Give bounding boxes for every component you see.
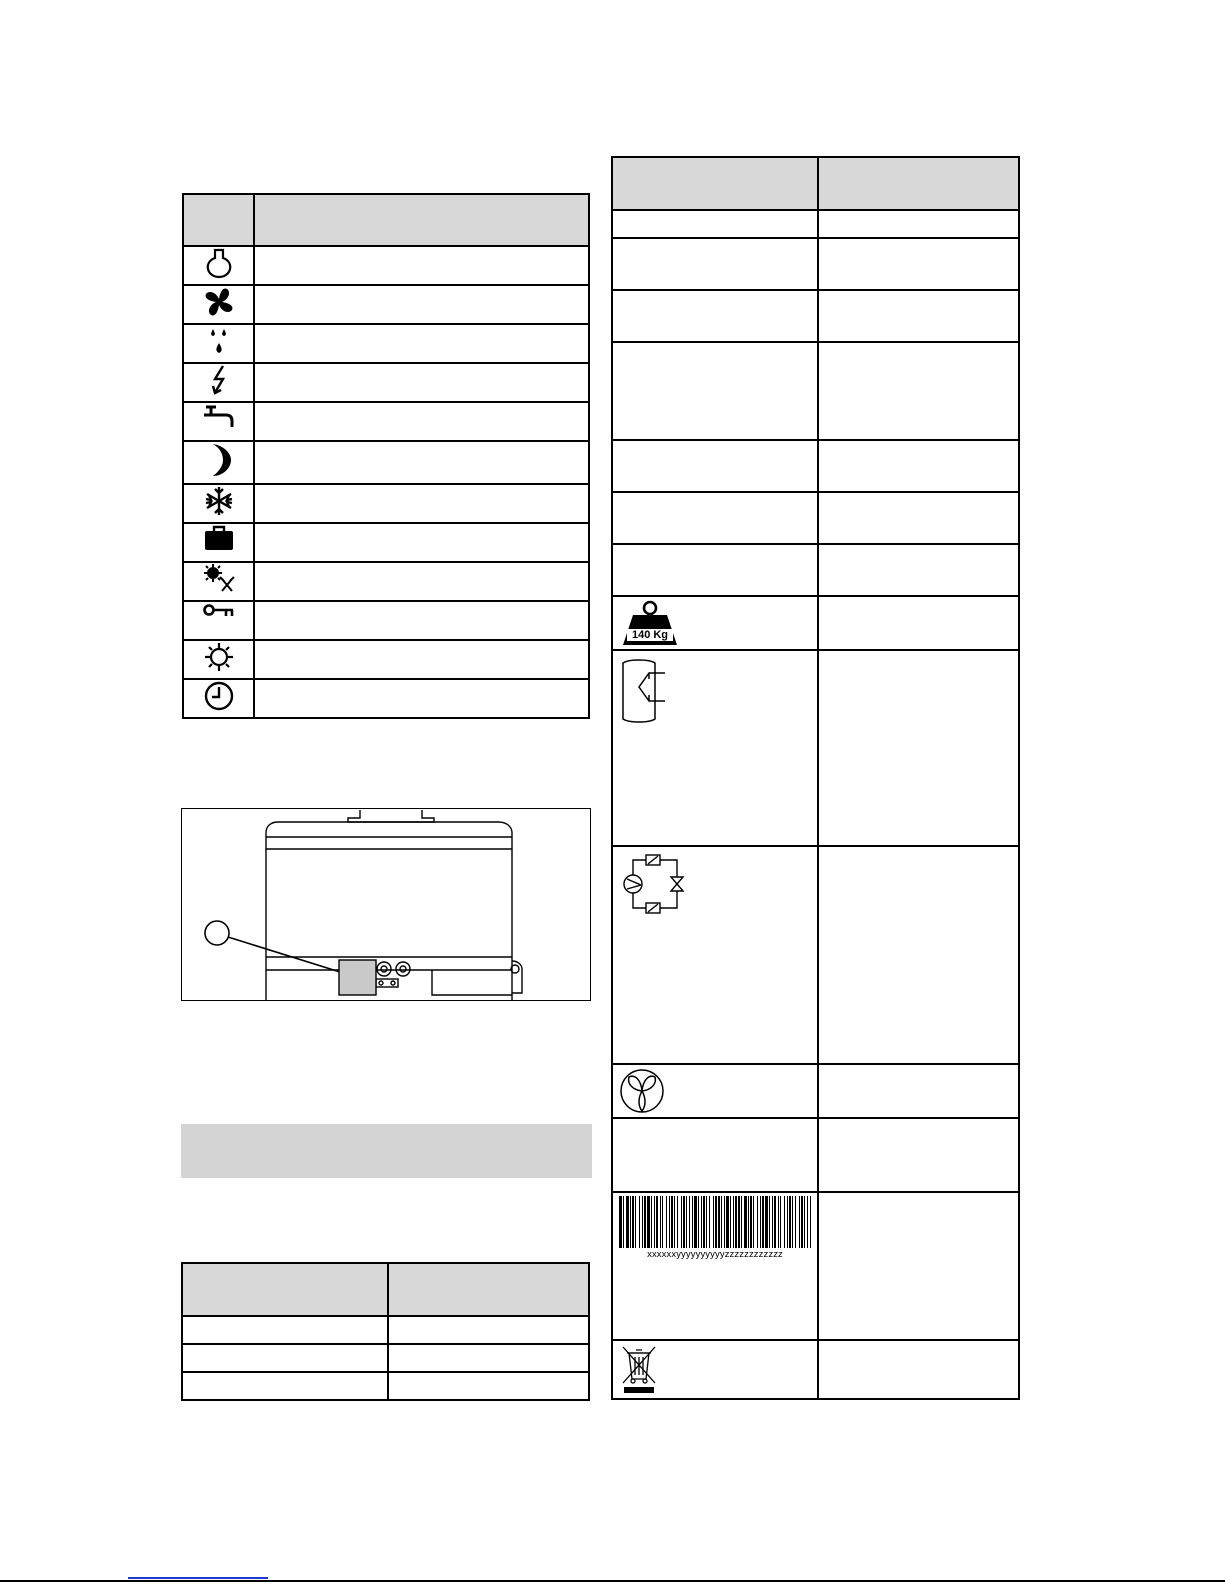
boiler-flame-icon xyxy=(184,247,253,279)
symbol-table-header xyxy=(183,194,589,246)
refrigerant-circuit-icon xyxy=(619,853,817,918)
appliance-drawing xyxy=(182,809,591,1001)
table-row xyxy=(183,640,589,679)
table-row xyxy=(612,1064,1019,1118)
fan-icon xyxy=(184,286,253,318)
barcode-bar xyxy=(807,1196,808,1248)
fan-circle-icon xyxy=(619,1068,817,1117)
table-row xyxy=(183,363,589,402)
header-cell-marking xyxy=(612,157,818,210)
data-plate-table-header xyxy=(612,157,1019,210)
suitcase-icon xyxy=(184,524,253,552)
clock-icon xyxy=(184,680,253,712)
snowflake-icon xyxy=(184,485,253,517)
sun-icon xyxy=(184,641,253,673)
header-cell-right xyxy=(388,1263,589,1316)
table-row xyxy=(612,1118,1019,1192)
appliance-figure xyxy=(181,808,591,1001)
table-row xyxy=(612,650,1019,846)
table-row xyxy=(612,492,1019,544)
tap-icon xyxy=(184,403,253,431)
table-row xyxy=(612,596,1019,650)
table-row xyxy=(183,285,589,324)
sun-tools-icon xyxy=(184,563,253,595)
table-row xyxy=(612,1192,1019,1340)
table-row xyxy=(612,1340,1019,1399)
section-heading-bar xyxy=(181,1124,592,1178)
table-row xyxy=(612,210,1019,238)
table-row xyxy=(183,441,589,484)
weight-label: 140 Kg xyxy=(627,629,673,641)
table-row xyxy=(612,544,1019,596)
moon-icon xyxy=(184,442,253,478)
small-table-header xyxy=(182,1263,589,1316)
table-row xyxy=(612,846,1019,1064)
table-row xyxy=(612,290,1019,342)
weight-icon xyxy=(619,599,681,649)
table-row xyxy=(183,601,589,640)
data-plate-marker xyxy=(339,960,376,995)
table-row xyxy=(183,562,589,601)
table-row xyxy=(182,1372,589,1400)
header-cell-left xyxy=(182,1263,388,1316)
key-icon xyxy=(184,602,253,622)
table-row xyxy=(612,342,1019,440)
table-row xyxy=(612,440,1019,492)
barcode-text: xxxxxxyyyyyyyyyyzzzzzzzzzzzz xyxy=(647,1249,783,1260)
table-row xyxy=(183,402,589,441)
table-row xyxy=(183,679,589,718)
table-row xyxy=(183,523,589,562)
header-cell-meaning xyxy=(818,157,1019,210)
storage-tank-icon xyxy=(619,657,817,728)
footer-link-underline xyxy=(128,1577,268,1579)
data-plate-table xyxy=(611,156,1020,1400)
table-row xyxy=(183,484,589,523)
footer-rule xyxy=(0,1580,1225,1582)
table-row xyxy=(183,324,589,363)
symbol-table xyxy=(182,193,590,719)
table-row xyxy=(182,1316,589,1344)
header-cell-meaning xyxy=(254,194,589,246)
drops-icon xyxy=(184,325,253,357)
table-row xyxy=(183,246,589,285)
barcode-icon xyxy=(619,1196,811,1260)
weee-bin-icon xyxy=(619,1343,817,1398)
table-row xyxy=(182,1344,589,1372)
lightning-arrow-icon xyxy=(184,364,253,396)
header-cell-symbol xyxy=(183,194,254,246)
small-table xyxy=(181,1262,590,1401)
table-row xyxy=(612,238,1019,290)
